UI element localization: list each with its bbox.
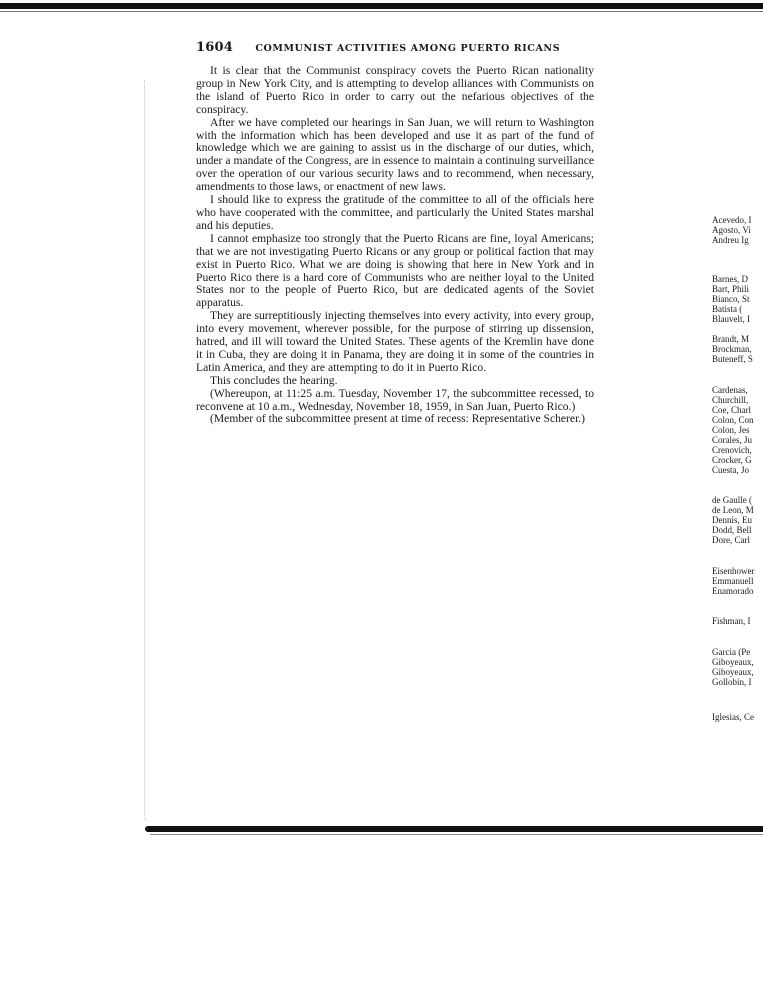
paragraph: (Whereupon, at 11:25 a.m. Tuesday, November 17, the subcommittee recessed, to reconvene at 10 a.m., Wednesday, November 18, 1959, in San Juan, Puerto Rico.) xyxy=(196,386,594,413)
index-column xyxy=(712,0,763,990)
index-entry: Enamorado xyxy=(712,586,754,596)
paragraph: After we have completed our hearings in San Juan, we will return to Washington with the information which has been developed and use it as part of the fund of knowledge which we are gaining to assist us in the discharge of our duties, which, under a mandate of the Congress, are in essence to maintain a continuing surveillance over the operation of our various security laws and to recommend, when necessary, amendments to those laws, or enactment of new laws. xyxy=(196,115,594,194)
index-entry: Brandt, M xyxy=(712,334,749,344)
paragraph: This concludes the hearing. xyxy=(210,373,338,387)
index-entry: de Gaulle ( xyxy=(712,495,752,505)
index-entry: Blauvelt, I xyxy=(712,314,750,324)
index-entry: Crenovich, xyxy=(712,445,752,455)
index-entry: Bianco, St xyxy=(712,294,750,304)
index-entry: Garcia (Pe xyxy=(712,647,751,657)
index-entry: Dore, Carl xyxy=(712,535,750,545)
index-entry: Andreu Ig xyxy=(712,235,749,245)
index-entry: Colon, Jes xyxy=(712,425,750,435)
index-entry: Dennis, Eu xyxy=(712,515,752,525)
paragraph: It is clear that the Communist conspiracy covets the Puerto Rican nationality group in New York City, and is attempting to develop alliances with Communists on the island of Puerto Rico in order to carry out the nefarious objectives of the conspiracy. xyxy=(196,64,594,116)
index-entry: Acevedo, I xyxy=(712,215,752,225)
index-entry: Colon, Con xyxy=(712,415,754,425)
index-entry: Crocker, G xyxy=(712,455,752,465)
index-entry: Bart, Phili xyxy=(712,284,750,294)
index-entry: Gollobin, I xyxy=(712,677,752,687)
index-entry: Cardenas, xyxy=(712,385,748,395)
index-entry: Iglesias, Ce xyxy=(712,712,754,722)
page-header xyxy=(196,40,596,55)
paragraph: They are surreptitiously injecting themselves into every activity, into every group, into every movement, wherever possible, for the purpose of stirring up dissension, hatred, and ill will toward the United States. These agents of the Kremlin have done it in Cuba, they are doing it in Panama, they are doing it in some of the countries in Latin America, and they are attempting to do it in Puerto Rico. xyxy=(196,309,594,374)
index-entry: Dodd, Bell xyxy=(712,525,752,535)
index-entry: Eisenhower xyxy=(712,566,755,576)
bottom-border-rule xyxy=(145,826,763,832)
index-entry: Fishman, I xyxy=(712,616,751,626)
paragraph: (Member of the subcommittee present at time of recess: Representative Scherer.) xyxy=(210,412,586,426)
index-entry: Giboyeaux, xyxy=(712,667,754,677)
index-entry: Churchill, xyxy=(712,395,749,405)
index-entry: de Leon, M xyxy=(712,505,754,515)
top-border-rule xyxy=(0,3,763,9)
binding-margin xyxy=(144,80,146,820)
top-border-rule-thin xyxy=(0,11,763,12)
index-entry: Barnes, D xyxy=(712,274,748,284)
paragraph: I should like to express the gratitude of the committee to all of the officials here who have cooperated with the committee, and particularly the United States marshal and his deputies. xyxy=(196,193,594,232)
page-number: 1604 xyxy=(196,40,233,55)
index-entry: Coe, Charl xyxy=(712,405,751,415)
bottom-border-rule-thin xyxy=(150,834,763,835)
index-entry: Batista ( xyxy=(712,304,743,314)
index-entry: Corales, Ju xyxy=(712,435,752,445)
index-entry: Cuesta, Jo xyxy=(712,465,749,475)
body-text xyxy=(196,65,594,426)
index-entry: Brockman, xyxy=(712,344,752,354)
index-entry: Emmanuell xyxy=(712,576,754,586)
index-entry: Agosto, Vi xyxy=(712,225,751,235)
index-entry: Buteneff, S xyxy=(712,354,753,364)
running-title: COMMUNIST ACTIVITIES AMONG PUERTO RICANS xyxy=(255,43,561,54)
index-entry: Giboyeaux, xyxy=(712,657,754,667)
paragraph: I cannot emphasize too strongly that the Puerto Ricans are fine, loyal Americans; that we are not investigating Puerto Ricans or any group or political faction that may exist in Puerto Rico. What we are doing is showing that here in New York and in Puerto Rico there is a hard core of Communists who are neither loyal to the United States nor to the people of Puerto Rico, but are dedicated agents of the Soviet apparatus. xyxy=(196,231,594,310)
